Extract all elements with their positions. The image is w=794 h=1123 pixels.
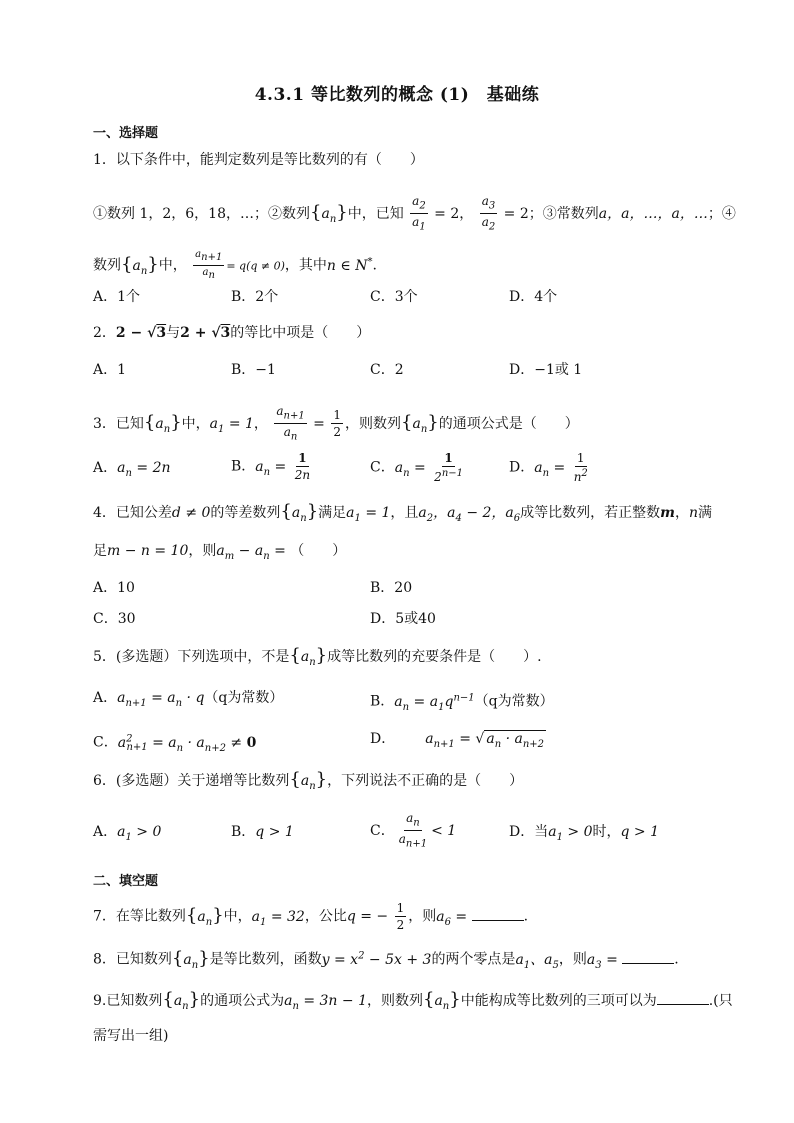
- q2-stem: 2．2 − √3与2 + √3的等比中项是（ ）: [93, 325, 371, 341]
- q6-option-c: C． $\frac{a_n}{a_{n+1}}$ < 1: [370, 811, 457, 850]
- q2-option-c: C．2: [370, 362, 404, 378]
- q3-stem: 3．已知$\{a_n\}$中，$a_1 = 1$， $\frac{a_{n+1}}{a_n}$ = $\frac{1}{2}$ ，则数列$\{a_n\}$的通项公式是（ ）: [93, 404, 579, 443]
- q2-option-a: A．1: [93, 362, 127, 378]
- q8-answer-blank[interactable]: [622, 949, 674, 964]
- section-fill: 二、填空题: [93, 874, 159, 889]
- q5-stem: 5．(多选题）下列选项中，不是$\{a_n\}$成等比数列的充要条件是（ ）.: [93, 645, 542, 668]
- page-title: 4.3.1 等比数列的概念 (1) 基础练: [254, 85, 540, 105]
- q5-option-d: D． $a_{n+1}$ = √ $a_n \cdot a_{n+2}$: [370, 731, 545, 750]
- q1-option-a: A．1个: [93, 289, 141, 305]
- q6-option-d: D．当$a_1 > 0$时，q > 1: [509, 824, 660, 843]
- q4-option-a: A．10: [93, 580, 135, 596]
- q6-stem: 6．(多选题）关于递增等比数列$\{a_n\}$，下列说法不正确的是（ ）: [93, 769, 524, 792]
- q1-line2: ①数列 1，2，6，18，…；②数列$\{a_n\}$中，已知 $\frac{a_2}{a_1}$ = 2， $\frac{a_3}{a_2}$ = 2；③常数列a，a，…，a，…；④: [93, 194, 736, 233]
- q4-line1: 4．已知公差d ≠ 0的等差数列$\{a_n\}$满足$a_1 = 1$，且$a_2$，$a_4 - 2$，$a_6$成等比数列，若正整数m，n满: [93, 501, 713, 524]
- q1-option-d: D．4个: [509, 289, 558, 305]
- q2-option-d: D．−1或 1: [509, 362, 583, 378]
- q9-line1: 9.已知数列$\{a_n\}$的通项公式为$a_n = 3n - 1$，则数列$\{a_n\}$中能构成等比数列的三项可以为 .(只: [93, 989, 733, 1012]
- q1-option-b: B．2个: [231, 289, 279, 305]
- q2-option-b: B．−1: [231, 362, 276, 378]
- q8-stem: 8．已知数列$\{a_n\}$是等比数列，函数$y = x^2 - 5x + 3$的两个零点是$a_1$、$a_5$，则$a_3$ = .: [93, 947, 679, 971]
- q3-option-c: C．$a_n$ = $\frac{1}{2^{n-1}}$: [370, 451, 463, 484]
- q5-option-b: B．$a_n = a_1q^{n-1}(q$为常数）: [370, 692, 554, 713]
- q7-answer-blank[interactable]: [472, 906, 524, 921]
- q7-stem: 7．在等比数列$\{a_n\}$中，$a_1 = 32$，公比q = − $\frac{1}{2}$ ，则$a_6$ = .: [93, 901, 529, 932]
- q5-option-a: A．$a_{n+1} = a_n \cdot q(q$为常数）: [93, 690, 284, 709]
- q3-option-b: B．$a_n$ = $\frac{1}{2n}$: [231, 451, 311, 482]
- q4-line2: 足m − n = 10，则$a_m - a_n$ = （ ）: [93, 543, 347, 562]
- q6-option-b: B．q > 1: [231, 824, 294, 840]
- q5-option-c: C．$a^2_{n+1} = a_n \cdot a_{n+2} \ne 0$: [93, 733, 257, 754]
- q3-option-a: A．$a_n = 2n$: [93, 460, 171, 479]
- q9-answer-blank[interactable]: [657, 990, 709, 1005]
- q1-option-c: C．3个: [370, 289, 418, 305]
- q6-option-a: A．$a_1 > 0$: [93, 824, 162, 843]
- q4-option-c: C．30: [93, 611, 136, 627]
- q9-line2: 需写出一组): [93, 1028, 169, 1044]
- section-choice: 一、选择题: [93, 126, 159, 141]
- q4-option-b: B．20: [370, 580, 413, 596]
- q4-option-d: D．5或40: [370, 611, 436, 627]
- q1-line3: 数列$\{a_n\}$中， $\frac{a_{n+1}}{a_n}$ = q(q ≠ 0)，其中n ∈ N*.: [93, 249, 377, 281]
- q3-option-d: D．$a_n$ = $\frac{1}{n^2}$: [509, 451, 588, 484]
- q1-stem: 1．以下条件中，能判定数列是等比数列的有（ ）: [93, 152, 424, 168]
